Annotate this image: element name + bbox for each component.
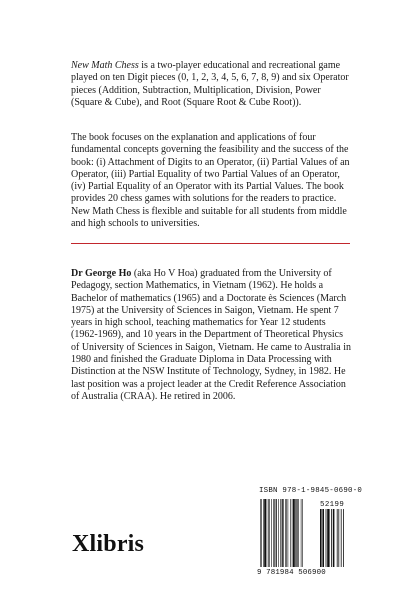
barcode-bar-1 [261, 499, 262, 567]
barcode-bar-24 [302, 499, 303, 567]
barcode-ean-digits: 9 781984 506900 [257, 569, 326, 577]
barcode-bar-9 [276, 499, 277, 567]
barcode-bar-3 [264, 499, 266, 567]
barcode-bar-20 [295, 499, 296, 567]
barcode-bar-13 [283, 499, 284, 567]
isbn-text: ISBN 978-1-9845-0690-0 [259, 487, 363, 495]
blurb-paragraph-1 [71, 60, 351, 109]
barcode-bar-5 [268, 499, 269, 567]
barcode-bar-5 [333, 509, 335, 567]
red-divider-rule [71, 243, 350, 244]
barcode-bar-2 [263, 499, 264, 567]
barcode-bar-10 [278, 499, 279, 567]
author-bio-text: (aka Ho V Hoa) graduated from the University of Pedagogy, section Mathematics, in Vietnam (1962). He holds a Bachelor of mathematics (1965) and a Doctorate ès Sciences (March 1975) at the University of Sciences in Saigon, Vietnam. He spent 7 years in high school, teaching mathematics for Year 12 students (1962-1969), and 10 years in the Department of Theoretical Physics of University of Sciences in Saigon, Vietnam. He came to Australia in 1980 and finished the Graduate Diploma in Data Processing with Distinction at the NSW Institute of Technology, Sydney, in 1982. He last position was a project leader at the Credit Reference Association of Australia (CRAA). He retired in 2006. [71, 268, 351, 402]
blurb-paragraph-1-text: is a two-player educational and recreational game played on ten Digit pieces (0, 1, 2, 3, 4, 5, 6, 7, 8, 9) and six Operator pieces (Addition, Subtraction, Multiplication, Division, Power (Square & Cube), and Root (Square Root & Cube Root)). [71, 60, 349, 108]
barcode-bar-6 [271, 499, 272, 567]
barcode-bar-17 [290, 499, 291, 567]
barcode-bar-6 [337, 509, 338, 567]
barcode-bar-1 [322, 509, 324, 567]
publisher-logo: Xlibris [72, 531, 145, 557]
barcode-bar-4 [331, 509, 332, 567]
barcode-bar-22 [298, 499, 299, 567]
barcode-bar-0 [320, 509, 322, 567]
barcode-bar-9 [343, 509, 344, 567]
barcode-bar-8 [341, 509, 342, 567]
barcode-bar-19 [293, 499, 295, 567]
barcode-bar-4 [267, 499, 268, 567]
barcode-bar-14 [285, 499, 286, 567]
author-bio [71, 268, 351, 403]
barcode-bar-23 [301, 499, 302, 567]
barcode-bars [260, 499, 320, 567]
barcode-bar-7 [273, 499, 274, 567]
barcode-bar-7 [338, 509, 339, 567]
barcode-bar-16 [288, 499, 289, 567]
barcode-bar-8 [274, 499, 275, 567]
barcode-supplement-digits: 52199 [320, 501, 345, 509]
barcode-bar-12 [282, 499, 283, 567]
author-name: Dr George Ho [71, 268, 132, 279]
barcode-bar-15 [286, 499, 287, 567]
barcode-bar-21 [297, 499, 298, 567]
barcode-supplement-bars [320, 509, 354, 567]
barcode-bar-18 [292, 499, 293, 567]
barcode-bar-11 [280, 499, 281, 567]
barcode-bar-2 [326, 509, 327, 567]
book-title-inline: New Math Chess [71, 60, 139, 71]
blurb-paragraph-2: The book focuses on the explanation and applications of four fundamental concepts governing the feasibility and the success of the book: (i) Attachment of Digits to an Operator, (ii) Partial Values of an Operator, (iii) Partial Equality of two Partial Values of an Operator, (iv) Partial Equality of an Operator with its Partial Values. The book provides 20 chess games with solutions for the readers to practice. New Math Chess is flexible and suitable for all students from middle and high schools to universities. [71, 132, 350, 230]
barcode-bar-0 [260, 499, 261, 567]
barcode-bar-3 [327, 509, 329, 567]
